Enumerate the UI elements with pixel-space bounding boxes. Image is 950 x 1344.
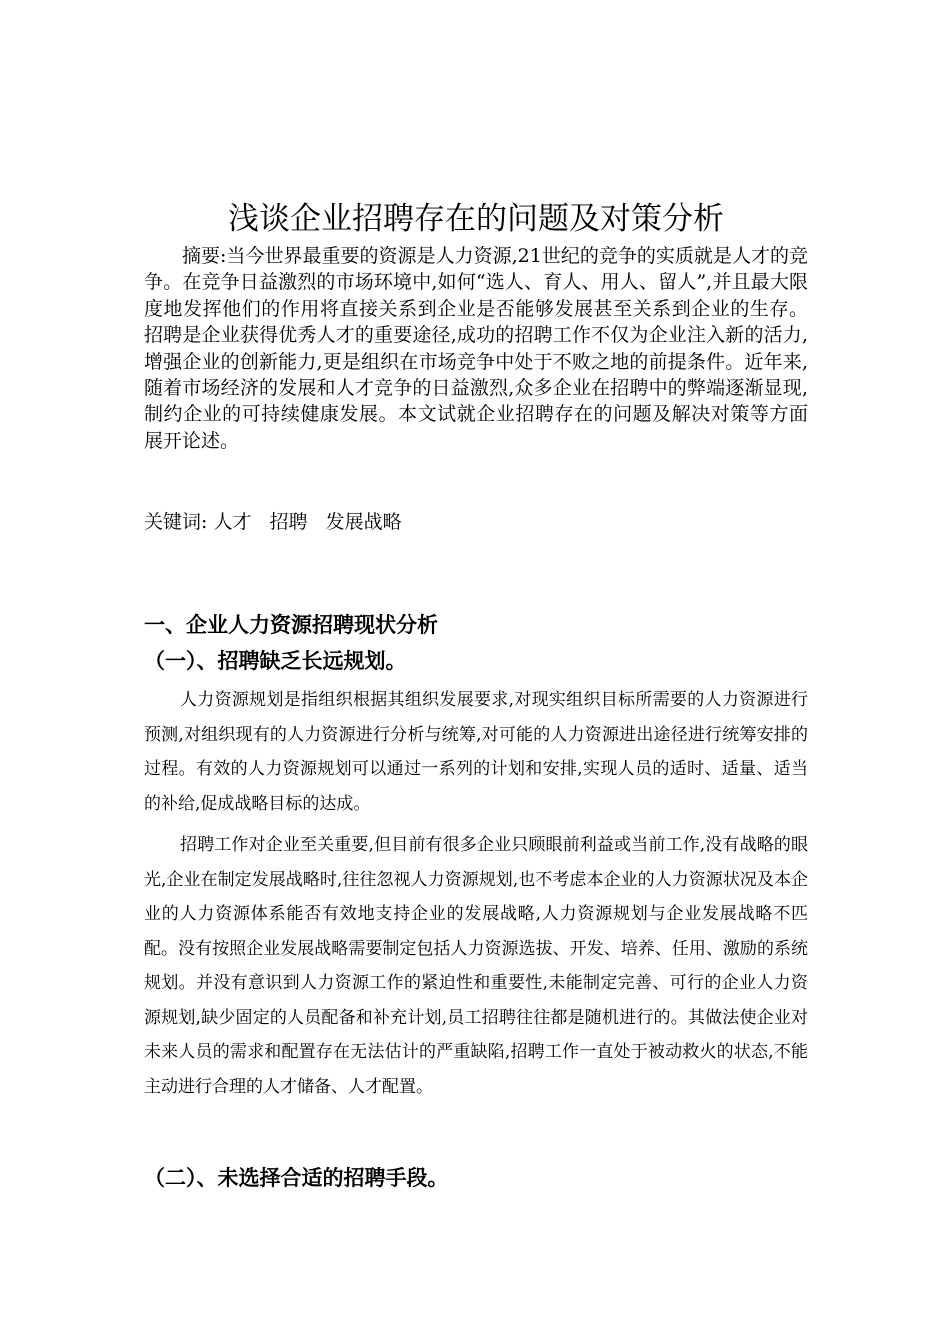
- subsection-heading-2: （二）、未选择合适的招聘手段。: [144, 1166, 449, 1190]
- body-paragraph-2: 招聘工作对企业至关重要,但目前有很多企业只顾眼前利益或当前工作,没有战略的眼光,企业在制定发展战略时,往往忽视人力资源规划,也不考虑本企业的人力资源状况及本企业的人力资源体系能否有效地支持企业的发展战略,人力资源规划与企业发展战略不匹配。没有按照企业发展战略需要制定包括人力资源选拔、开发、培养、任用、激励的系统规划。并没有意识到人力资源工作的紧迫性和重要性,未能制定完善、可行的企业人力资源规划,缺少固定的人员配备和补充计划,员工招聘往往都是随机进行的。其做法使企业对未来人员的需求和配置存在无法估计的严重缺陷,招聘工作一直处于被动救火的状态,不能主动进行合理的人才储备、人才配置。: [144, 835, 808, 1097]
- abstract-paragraph: 摘要:当今世界最重要的资源是人力资源,21世纪的竞争的实质就是人才的竞争。在竞争日益激烈的市场环境中,如何“选人、育人、用人、留人”,并且最大限度地发挥他们的作用将直接关系到企业是否能够发展甚至关系到企业的生存。招聘是企业获得优秀人才的重要途径,成功的招聘工作不仅为企业注入新的活力,增强企业的创新能力,更是组织在市场竞争中处于不败之地的前提条件。近年来,随着市场经济的发展和人才竞争的日益激烈,众多企业在招聘中的弊端逐渐显现,制约企业的可持续健康发展。本文试就企业招聘存在的问题及解决对策等方面展开论述。: [144, 245, 808, 452]
- keywords-line: 关键词: 人才 招聘 发展战略: [144, 511, 402, 533]
- document-title: 浅谈企业招聘存在的问题及对策分析: [228, 201, 724, 237]
- body-paragraph-1: 人力资源规划是指组织根据其组织发展要求,对现实组织目标所需要的人力资源进行预测,对组织现有的人力资源进行分析与统筹,对可能的人力资源进出途径进行统筹安排的过程。有效的人力资源规划可以通过一系列的计划和安排,实现人员的适时、适量、适当的补给,促成战略目标的达成。: [144, 690, 808, 814]
- section-heading-1: 一、企业人力资源招聘现状分析: [144, 613, 438, 637]
- subsection-heading-1: （一）、招聘缺乏长远规划。: [144, 649, 407, 673]
- document-page: [144, 0, 808, 1344]
